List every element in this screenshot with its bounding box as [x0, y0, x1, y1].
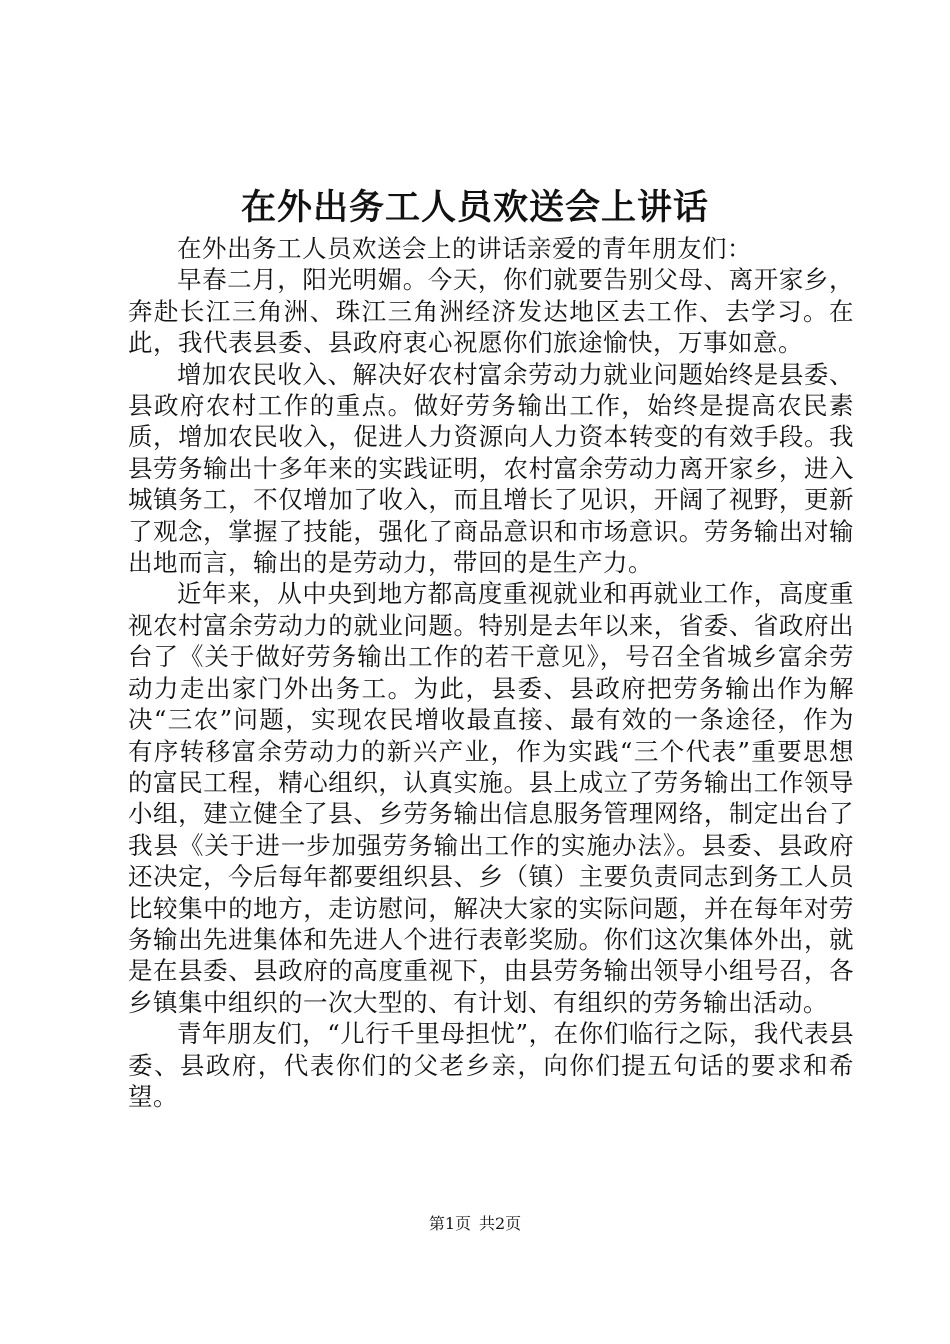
paragraph-recent-years: 近年来，从中央到地方都高度重视就业和再就业工作，高度重视农村富余劳动力的就业问题。特别是去年以来，省委、省政府出台了《关于做好劳务输出工作的若干意见》，号召全省城乡富余劳动力走出家门外出务工。为此，县委、县政府把劳务输出作为解决“三农”问题，实现农民增收最直接、最有效的一条途径，作为有序转移富余劳动力的新兴产业，作为实践“三个代表”重要思想的富民工程，精心组织，认真实施。县上成立了劳务输出工作领导小组，建立健全了县、乡劳务输出信息服务管理网络，制定出台了我县《关于进一步加强劳务输出工作的实施办法》。县委、县政府还决定，今后每年都要组织县、乡（镇）主要负责同志到务工人员比较集中的地方，走访慰问，解决大家的实际问题，并在每年对劳务输出先进集体和先进人个进行表彰奖励。你们这次集体外出，就是在县委、县政府的高度重视下，由县劳务输出领导小组号召，各乡镇集中组织的一次大型的、有计划、有组织的劳务输出活动。 [128, 579, 854, 1017]
document-title: 在外出务工人员欢送会上讲话 [240, 187, 709, 228]
document-body [128, 233, 854, 1112]
paragraph-salutation: 在外出务工人员欢送会上的讲话亲爱的青年朋友们： [177, 234, 752, 263]
paragraph-opening: 早春二月，阳光明媚。今天，你们就要告别父母、离开家乡，奔赴长江三角洲、珠江三角洲经济发达地区去工作、去学习。在此，我代表县委、县政府衷心祝愿你们旅途愉快，万事如意。 [128, 265, 854, 358]
paragraph-farmer-income: 增加农民收入、解决好农村富余劳动力就业问题始终是县委、县政府农村工作的重点。做好劳务输出工作，始终是提高农民素质，增加农民收入，促进人力资源向人力资本转变的有效手段。我县劳务输出十多年来的实践证明，农村富余劳动力离开家乡，进入城镇务工，不仅增加了收入，而且增长了见识，开阔了视野，更新了观念，掌握了技能，强化了商品意识和市场意识。劳务输出对输出地而言，输出的是劳动力，带回的是生产力。 [128, 359, 854, 578]
page-number: 第1页 [428, 1214, 471, 1233]
paragraph-requests: 青年朋友们，“儿行千里母担忧”，在你们临行之际，我代表县委、县政府，代表你们的父老乡亲，向你们提五句话的要求和希望。 [128, 1019, 854, 1111]
page-total: 共2页 [479, 1214, 522, 1233]
page-footer [0, 1212, 950, 1236]
